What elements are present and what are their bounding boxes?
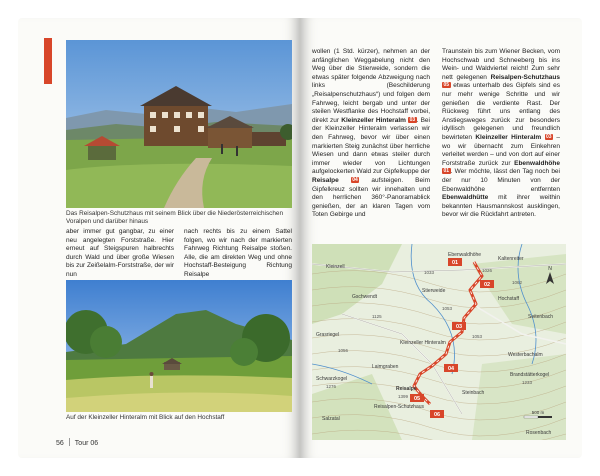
map-label-hochstaff: Hochstaff xyxy=(498,296,520,302)
map-waypoint-01: 01 xyxy=(451,260,459,266)
photo-hinteralm xyxy=(66,280,292,412)
right-text-column-2 xyxy=(442,48,560,220)
col2-waypoint-tag-2: 05 xyxy=(443,82,450,89)
col1-waypoint-tag-2: 03 xyxy=(409,116,416,123)
north-label: N xyxy=(548,266,552,272)
col1-text-6: aufsteigen. Beim Gipfelkreuz sollten wir innehalten und den herrlichen 360°-Panoramablick genießen, der an klaren Tagen vom Toten Gebirge und xyxy=(312,176,430,219)
map-elevation-1: 1033 xyxy=(424,270,435,275)
map-label-ebenwaldhoehe: Ebenwaldhöhe xyxy=(448,252,482,258)
col1-text-0: wollen (1 Std. kürzer), nehmen an der anfänglichen Weggabelung nicht den Weg über die Stierweide, sondern die etwas später folgende Abzweigung nach links (Beschilderung „Reisalpenschutzhaus“) und folgen dem Fahrweg, leicht bergab und unter der steilen Westflanke des Hochstaff vorbei, direkt zur xyxy=(312,48,430,124)
map-elevation-9: 1062 xyxy=(512,280,523,285)
right-page xyxy=(300,18,582,458)
right-text-column-1 xyxy=(312,48,430,220)
map-waypoint-03: 03 xyxy=(455,324,463,330)
map-label-westerbachalm: Westerbachalm xyxy=(508,352,543,358)
col1-text-3: . Bei der Kleinzeller Hinteralm verlassen wir den Fahrweg, bevor wir über einen markierten Steig zunächst über herrliche Wiesen und dann etwas steiler durch immer wieder von Lichtungen aufgelockerten Wald zur Gipfelkuppe der xyxy=(312,116,430,176)
map-waypoint-05: 05 xyxy=(413,396,421,402)
map-label-salzatal: Salzatal xyxy=(322,416,340,422)
col1-bold-4: Reisalpe xyxy=(312,176,351,184)
map-label-reisalpe: Reisalpe xyxy=(396,386,417,392)
col2-bold-4: Kleinzeller Hinteralm xyxy=(475,133,545,141)
map-elevation-8: 1125 xyxy=(372,314,382,319)
map-label-kleinzeller-hinteralm: Kleinzeller Hinteralm xyxy=(400,340,446,346)
map-label-kaltenreiter: Kaltenreiter xyxy=(498,256,524,262)
col2-text-9: . Wer möchte, lässt den Tag noch bei der nur 10 Minuten von der Ebenwaldhöhe entfernten xyxy=(442,168,560,193)
map-elevation-5: 1399 xyxy=(398,394,409,399)
photo-caption-2: Auf der Kleinzeller Hinteralm mit Blick auf den Hochstaff xyxy=(66,414,225,421)
scale-label: 500 m xyxy=(531,410,545,415)
col2-text-11: mit ihrer weithin bekannten Hausmannskost ausklingen, bevor wir die Rückfahrt antreten. xyxy=(442,194,560,219)
map-label-gschwendt: Gschwendt xyxy=(352,294,378,300)
map-waypoint-02: 02 xyxy=(483,282,491,288)
map-label-laimgraben: Laimgraben xyxy=(372,364,399,370)
col2-waypoint-tag-8: 01 xyxy=(443,168,450,175)
left-text-column-2: nach rechts bis zu einem Sattel folgen, wo wir nach der markierten Fahrweg Richtung Reisalpe stoßen. Alle, die am direkten Weg und ohne Hochstaff-Besteigung Richtung Reisalpe xyxy=(184,228,292,278)
left-page xyxy=(18,18,300,458)
map-label-steinbach: Steinbach xyxy=(462,390,485,396)
map-label-stierweide: Stierweide xyxy=(422,288,446,294)
map-elevation-10: 1056 xyxy=(338,348,349,353)
map-label-brandstaetterkogel: Brandstätterkogel xyxy=(510,372,550,378)
col2-text-0: Traunstein bis zum Wiener Becken, vom Hochschwab und Schneeberg bis ins Wein- und Waldviertel reicht! Zum sehr nett gelegenen xyxy=(442,48,560,81)
col2-bold-7: Ebenwaldhöhe xyxy=(514,159,560,167)
map-label-schwarzkogel: Schwarzkogel xyxy=(316,376,348,382)
map-label-schutzhaus: Reisalpen-Schutzhaus xyxy=(374,404,425,410)
map-elevation-6: 1233 xyxy=(522,380,533,385)
photo-schutzhaus xyxy=(66,40,292,208)
map-label-rosenbach: Rosenbach xyxy=(526,430,552,436)
map-elevation-4: 1276 xyxy=(326,384,337,389)
col2-bold-10: Ebenwaldhütte xyxy=(442,194,489,202)
col1-bold-1: Kleinzeller Hinteralm xyxy=(341,116,409,124)
page-number: 56 xyxy=(56,440,64,447)
col2-text-3: etwas unterhalb des Gipfels sind es nur mehr wenige Schritte und wir genießen die verdiente Rast. Der Rückweg führt uns entlang des Anstiegsweges zurück zur besonders idyllisch gelegenen und freundlich bewirteten xyxy=(442,82,560,141)
map-label-kleinzell: Kleinzell xyxy=(326,264,345,270)
map-label-grasriegel: Grasriegel xyxy=(316,332,340,338)
page-footer xyxy=(56,438,98,447)
chapter-tab xyxy=(44,38,52,84)
col1-waypoint-tag-5: 04 xyxy=(352,176,358,183)
photo-caption-1: Das Reisalpen-Schutzhaus mit seinem Blick über die Niederösterreichischen Voralpen und darüber hinaus xyxy=(66,210,284,226)
map-label-seitenbach: Seitenbach xyxy=(528,314,554,320)
map-waypoint-06: 06 xyxy=(433,412,441,418)
col2-bold-1: Reisalpen-Schutzhaus xyxy=(490,73,560,81)
map-waypoint-04: 04 xyxy=(447,366,455,372)
map-elevation-3: 1053 xyxy=(442,306,453,311)
col2-text-6: – wo wir übernacht zum Einkehren verleitet werden – und von dort auf einer Forststraße zurück zur xyxy=(442,133,561,167)
tour-label: Tour 06 xyxy=(74,440,99,447)
left-text-column-1: aber immer gut gangbar, zu einer neu angelegten Forststraße. Hier erneut auf Steigspuren halbrechts durch Wald und über große Wiesen bis zur Zeißelalm-Forststraße, der wir nun xyxy=(66,228,174,278)
col2-waypoint-tag-5: 03 xyxy=(546,133,552,140)
route-map xyxy=(312,244,566,440)
map-elevation-2: 1026 xyxy=(482,268,493,273)
map-elevation-7: 1053 xyxy=(472,334,483,339)
book-spread xyxy=(18,18,582,458)
